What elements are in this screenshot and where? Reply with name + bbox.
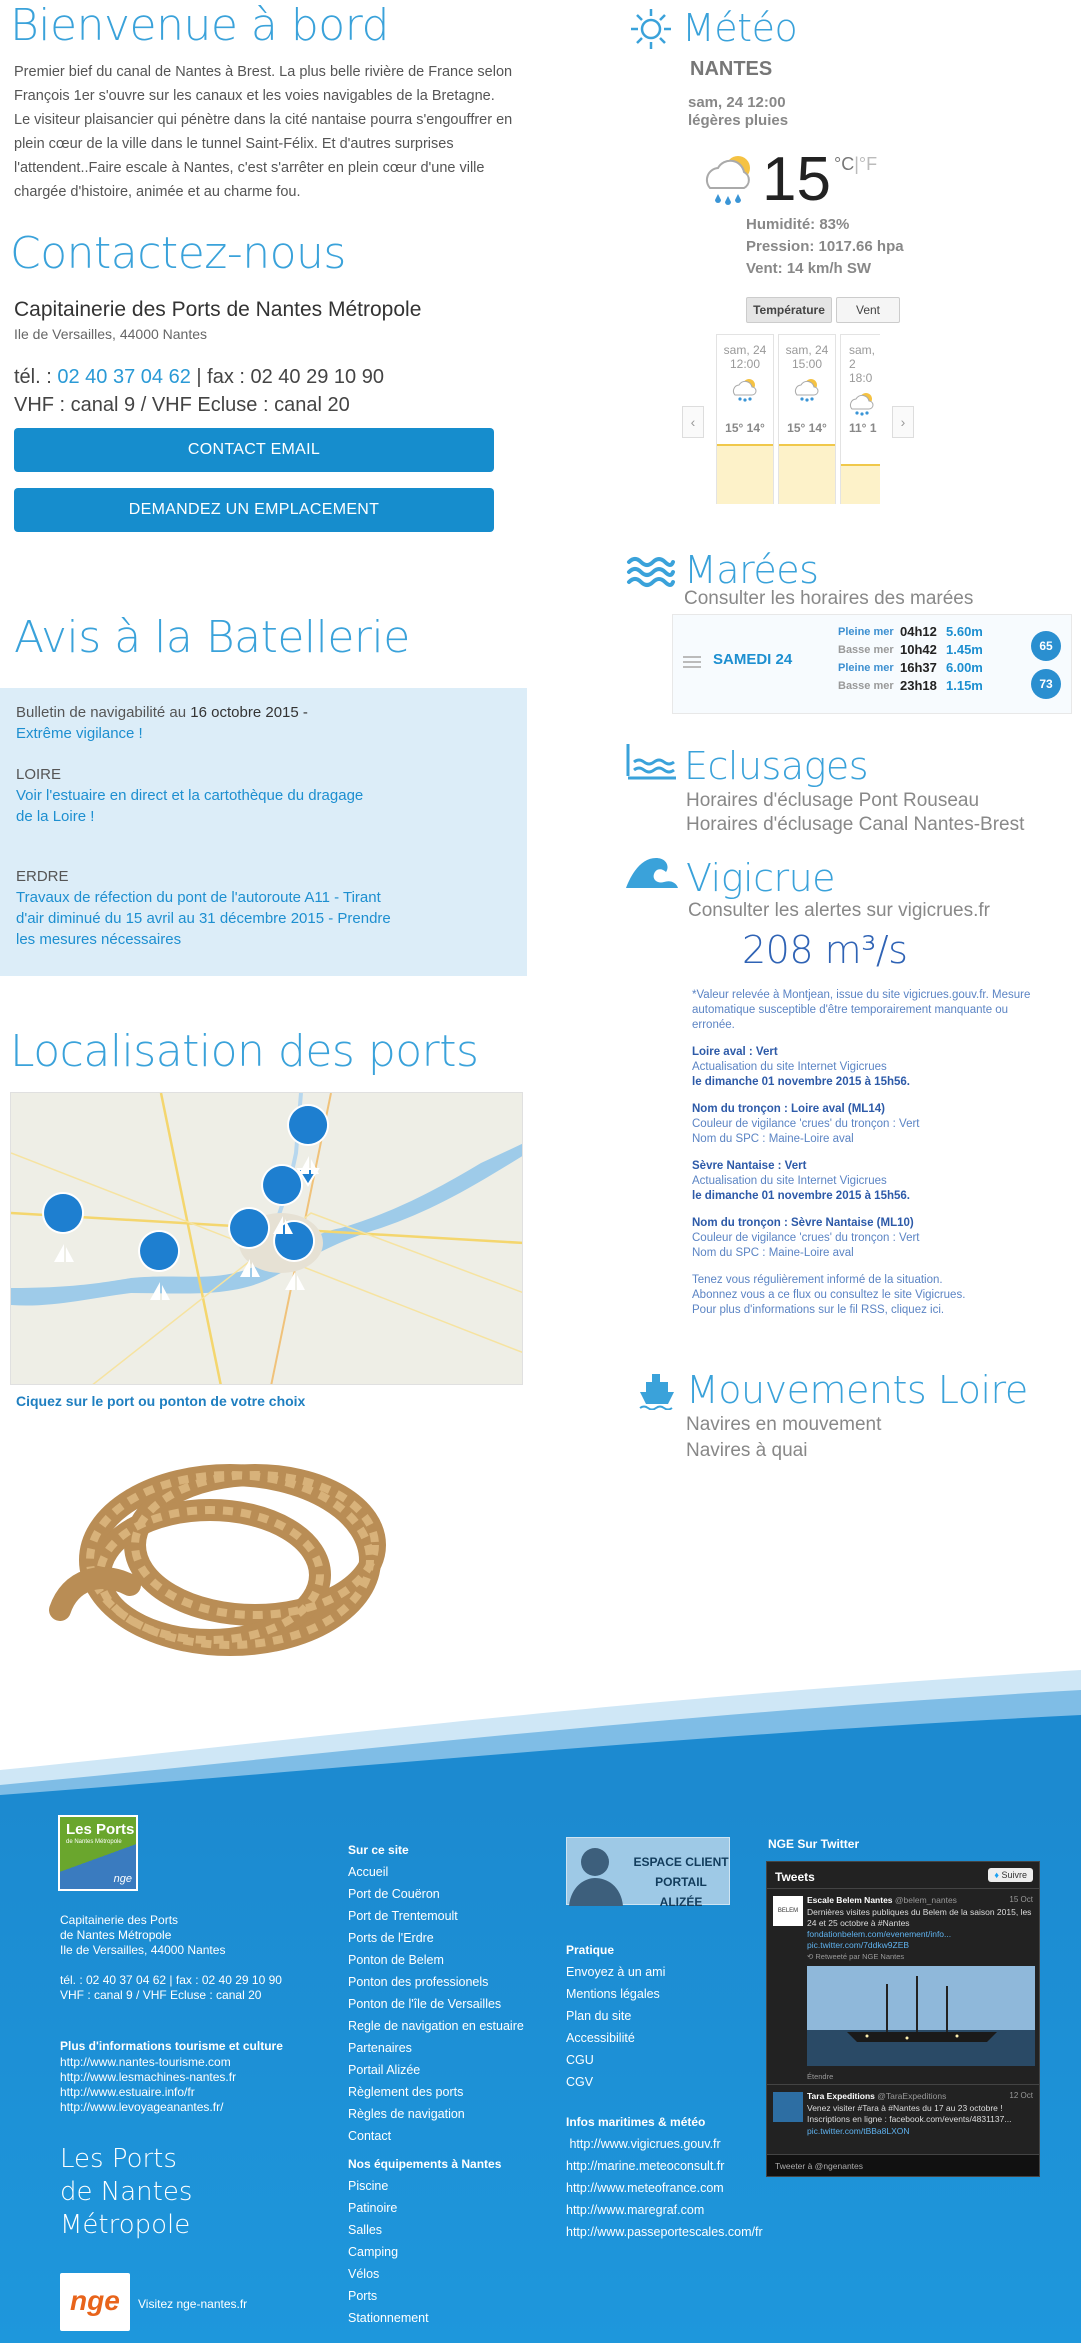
ports-wordmark (60, 2143, 192, 2242)
pratique-link[interactable]: Plan du site (566, 2009, 632, 2023)
footer-address-line: Ile de Versailles, 44000 Nantes (60, 1943, 226, 1957)
request-berth-button[interactable]: DEMANDEZ UN EMPLACEMENT (14, 488, 494, 532)
tourism-link[interactable]: http://www.lesmachines-nantes.fr (60, 2070, 237, 2084)
forecast-time: 15:00 (791, 357, 823, 371)
retweet-label: Retweeté par NGE Nantes (815, 1952, 905, 1961)
erdre-link[interactable]: Travaux de réfection du pont de l'autoroute A11 - Tirant d'air diminué du 15 avril au 31 décembre 2015 - Prendre les mesures nécessaires (16, 889, 391, 948)
equipment-link[interactable]: Stationnement (348, 2311, 429, 2325)
meteo-wind: Vent: 14 km/h SW (746, 260, 872, 277)
localisation-title: Localisation des ports (10, 1026, 479, 1077)
tide-height: 1.15m (946, 678, 983, 693)
user-silhouette-icon (567, 1838, 627, 1906)
waves-icon (626, 554, 676, 593)
infos-heading: Infos maritimes & météo (566, 2115, 706, 2129)
tide-time: 10h42 (900, 642, 937, 657)
footer-address-line: de Nantes Métropole (60, 1928, 172, 1942)
twitter-follow-label: Suivre (1001, 1870, 1027, 1880)
meteo-humidity: Humidité: 83% (746, 216, 850, 233)
vigicrue-section-head: Nom du tronçon : Sèvre Nantaise (ML10) (692, 1217, 914, 1229)
vigicrue-line: Abonnez vous a ce flux ou consultez le site Vigicrues. (692, 1289, 966, 1301)
forecast-next-button[interactable] (892, 406, 914, 438)
infos-link[interactable]: http://www.meteofrance.com (566, 2181, 724, 2195)
twitter-follow-button[interactable] (988, 1868, 1033, 1882)
tide-coefficient: 65 (1031, 631, 1061, 661)
footer (0, 1795, 1081, 2343)
footer-phone: tél. : 02 40 37 04 62 | fax : 02 40 29 10 90 (60, 1973, 282, 1987)
marees-title: Marées (684, 548, 819, 592)
vigicrue-line: Tenez vous régulièrement informé de la situation. (692, 1274, 943, 1286)
tourism-link[interactable]: http://www.nantes-tourisme.com (60, 2055, 231, 2069)
forecast-time: 18:0 (849, 371, 873, 385)
tide-widget (672, 614, 1072, 714)
footer-site-link[interactable]: Accueil (348, 1865, 389, 1879)
wordmark-line: Métropole (60, 2210, 191, 2240)
tweet-avatar[interactable]: BELEM (773, 1896, 803, 1926)
pratique-link[interactable]: Envoyez à un ami (566, 1965, 666, 1979)
tide-label: Basse mer (838, 644, 894, 656)
tweet-expand[interactable]: Étendre (807, 2072, 834, 2081)
contact-phone (14, 366, 384, 389)
footer-address-line: Capitainerie des Ports (60, 1913, 179, 1927)
vigicrue-line: Nom du SPC : Maine-Loire aval (692, 1247, 854, 1259)
tide-time: 16h37 (900, 660, 937, 675)
vigicrue-line: Couleur de vigilance 'crues' du tronçon : Vert (692, 1232, 920, 1244)
erdre-heading: ERDRE (16, 868, 69, 885)
navires-quai-link[interactable]: Navires à quai (686, 1440, 808, 1461)
welcome-text: Premier bief du canal de Nantes à Brest. La plus belle rivière de France selon François 1er s'ouvre sur les canaux et les voies navigables de la Bretagne. Le visiteur plaisancier qui pénètre dans la cité nantaise pourra s'engouffrer en plein cœur de la ville dans le tunnel Saint-Félix. Et d'autres surprises l'attendent..Faire escale à Nantes, c'est s'arrêter en plein cœur d'une ville chargée d'histoire, animée et au charme fou. (14, 64, 513, 200)
vigicrue-section-head: Sèvre Nantaise : Vert (692, 1160, 807, 1172)
vigicrue-section-head: Loire aval : Vert (692, 1046, 778, 1058)
tweet-handle: @TaraExpeditions (877, 2091, 947, 2101)
tweet-date: 12 Oct (1009, 2091, 1033, 2100)
nge-logo-text: nge (70, 2285, 120, 2316)
contact-title: Contactez-nous (10, 228, 346, 279)
tab-temperature[interactable]: Température (746, 297, 832, 323)
twitter-bird-icon: ♦ (994, 1870, 1002, 1880)
vigicrue-link[interactable]: Consulter les alertes sur vigicrues.fr (688, 900, 990, 921)
bulletin-link[interactable]: Extrême vigilance ! (16, 725, 143, 742)
rss-link[interactable]: Pour plus d'informations sur le fil RSS, cliquez ici. (692, 1304, 945, 1316)
tide-height: 1.45m (946, 642, 983, 657)
meteo-title: Météo (682, 6, 798, 50)
vigicrue-line: Actualisation du site Internet Vigicrues (692, 1061, 887, 1073)
footer-wave (0, 1660, 1081, 1800)
footer-site-link[interactable]: Règles de navigation (348, 2107, 465, 2121)
rain-cloud-icon (700, 150, 762, 213)
tide-row (838, 623, 983, 641)
avis-title: Avis à la Batellerie (14, 612, 410, 663)
bulletin-date: 16 octobre 2015 - (190, 704, 308, 721)
forecast-temps: 11° 1 (849, 421, 877, 435)
tab-wind[interactable]: Vent (836, 297, 900, 323)
ports-map[interactable] (10, 1092, 523, 1385)
tweet-author[interactable] (807, 1895, 957, 1905)
infos-list (566, 2133, 763, 2243)
infos-link[interactable]: http://www.maregraf.com (566, 2203, 705, 2217)
footer-site-link[interactable]: Ponton des professionels (348, 1975, 489, 1989)
rope-image (40, 1410, 460, 1690)
equipment-link[interactable]: Camping (348, 2245, 399, 2259)
vigicrue-note: *Valeur relevée à Montjean, issue du site vigicrues.gouv.fr. Mesure automatique susceptible d'être temporairement manquante ou erronée. (692, 989, 1031, 1031)
vigicrue-line: Nom du SPC : Maine-Loire aval (692, 1133, 854, 1145)
pratique-link[interactable]: Accessibilité (566, 2031, 635, 2045)
welcome-title: Bienvenue à bord (10, 0, 389, 51)
contact-name: Capitainerie des Ports de Nantes Métropole (14, 298, 422, 321)
equipment-link[interactable]: Salles (348, 2223, 383, 2237)
tel-link[interactable]: 02 40 37 04 62 (57, 366, 191, 388)
pratique-list (566, 1961, 665, 2093)
equipment-link[interactable]: Patinoire (348, 2201, 398, 2215)
nge-logo[interactable] (60, 2273, 130, 2331)
retweet-line (807, 1952, 904, 1961)
tweet-compose-input[interactable]: Tweeter à @ngenantes (775, 2161, 864, 2171)
footer-site-link[interactable]: Ports de l'Erdre (348, 1931, 434, 1945)
vigicrue-line: Actualisation du site Internet Vigicrues (692, 1175, 887, 1187)
menu-icon (683, 653, 701, 671)
tel-prefix: tél. : (14, 366, 58, 388)
tweet-text: Dernières visites publiques du Belem de la saison 2015, les 24 et 25 octobre à #Nantes (807, 1907, 1032, 1928)
footer-vhf: VHF : canal 9 / VHF Ecluse : canal 20 (60, 1988, 262, 2002)
retweet-icon: ⟲ (807, 1952, 816, 1961)
eclusage-canal-link[interactable]: Horaires d'éclusage Canal Nantes-Brest (686, 814, 1025, 835)
infos-link[interactable]: http://marine.meteoconsult.fr (566, 2159, 725, 2173)
tide-time: 23h18 (900, 678, 937, 693)
eclusages-title: Eclusages (684, 744, 869, 788)
tweet-avatar[interactable] (773, 2092, 803, 2122)
rain-cloud-icon (841, 391, 880, 420)
pratique-link[interactable]: CGU (566, 2053, 594, 2067)
tweet-photo[interactable] (807, 1966, 1035, 2066)
forecast-prev-button[interactable] (682, 406, 704, 438)
tweet-pic-link[interactable]: pic.twitter.com/tBBa8LXON (807, 2126, 910, 2136)
contact-vhf: VHF : canal 9 / VHF Ecluse : canal 20 (14, 394, 350, 416)
footer-site-link[interactable]: Port de Couëron (348, 1887, 440, 1901)
espace-client-label: ESPACE CLIENT PORTAIL ALIZÉE (633, 1855, 729, 1909)
vigicrue-flow-value: 208 m³/s (742, 928, 908, 972)
forecast-time: 12:00 (729, 357, 761, 371)
equipment-link[interactable]: Piscine (348, 2179, 389, 2193)
pratique-link[interactable]: Mentions légales (566, 1987, 660, 2001)
tide-row (838, 677, 983, 695)
tweet-author-name: Escale Belem Nantes (807, 1895, 893, 1905)
logo-nge: nge (113, 1873, 132, 1885)
logo-text: Les Ports (66, 1821, 135, 1838)
forecast-day: sam, 24 (723, 343, 767, 357)
nge-site-link[interactable]: Visitez nge-nantes.fr (138, 2297, 248, 2311)
tide-row (838, 641, 983, 659)
footer-site-link[interactable]: Port de Trentemoult (348, 1909, 458, 1923)
marees-link[interactable]: Consulter les horaires des marées (684, 588, 974, 609)
tide-label: Basse mer (838, 680, 894, 692)
rain-cloud-icon (717, 377, 773, 406)
sun-icon (628, 6, 674, 57)
unit-c[interactable]: °C (834, 154, 855, 174)
bulletin-line (16, 702, 308, 723)
tourism-heading: Plus d'informations tourisme et culture (60, 2039, 283, 2053)
map-caption: Ciquez sur le port ou ponton de votre choix (16, 1393, 306, 1409)
wordmark-line: Les Ports (60, 2144, 177, 2174)
tourism-link[interactable]: http://www.levoyageanantes.fr/ (60, 2100, 224, 2114)
site-links-heading: Sur ce site (348, 1843, 409, 1857)
tweet-date: 15 Oct (1009, 1895, 1033, 1904)
fotolia-watermark: fotolia (190, 1524, 271, 1557)
footer-site-link[interactable]: Partenaires (348, 2041, 412, 2055)
footer-site-link[interactable]: Ponton de Belem (348, 1953, 444, 1967)
ports-logo[interactable] (58, 1815, 138, 1891)
forecast-day: sam, 2 (849, 343, 876, 371)
vigicrue-section-head: Nom du tronçon : Loire aval (ML14) (692, 1103, 885, 1115)
vigicrue-line: Couleur de vigilance 'crues' du tronçon : Vert (692, 1118, 920, 1130)
chevron-left-icon: ‹ (690, 414, 696, 430)
mouvements-title: Mouvements Loire (686, 1368, 1028, 1412)
equipment-link[interactable]: Ports (348, 2289, 378, 2303)
tide-time: 04h12 (900, 624, 937, 639)
ship-icon (638, 1370, 676, 1415)
footer-site-link[interactable]: Règlement des ports (348, 2085, 464, 2099)
tweet-author-name: Tara Expeditions (807, 2091, 875, 2101)
tide-day: SAMEDI 24 (713, 651, 793, 668)
tourism-link[interactable]: http://www.estuaire.info/fr (60, 2085, 195, 2099)
footer-site-link[interactable]: Ponton de l'île de Versailles (348, 1997, 502, 2011)
tide-coefficient: 73 (1031, 669, 1061, 699)
tide-label: Pleine mer (838, 626, 894, 638)
avis-box (0, 688, 527, 976)
forecast-day: sam, 24 (785, 343, 829, 357)
contact-address: Ile de Versailles, 44000 Nantes (14, 326, 208, 342)
eclusage-pont-rouseau-link[interactable]: Horaires d'éclusage Pont Rouseau (686, 790, 980, 811)
meteo-condition: légères pluies (688, 112, 789, 129)
tweet-text: Venez visiter #Tara à #Nantes du 17 au 23 octobre ! Inscriptions en ligne : facebook.com/events/4831137... (807, 2103, 1012, 2124)
rain-cloud-icon (779, 377, 835, 406)
vigicrue-line: le dimanche 01 novembre 2015 à 15h56. (692, 1190, 910, 1202)
footer-site-link[interactable]: Portail Alizée (348, 2063, 421, 2077)
twitter-widget (766, 1861, 1040, 2177)
unit-f[interactable]: °F (858, 154, 878, 174)
tide-height: 5.60m (946, 624, 983, 639)
loire-heading: LOIRE (16, 766, 62, 783)
wordmark-line: de Nantes (60, 2177, 193, 2207)
chevron-right-icon: › (900, 414, 906, 430)
footer-site-link[interactable]: Contact (348, 2129, 392, 2143)
meteo-date: sam, 24 12:00 (688, 94, 786, 111)
tide-height: 6.00m (946, 660, 983, 675)
meteo-temperature: 15 (762, 145, 831, 214)
pratique-link[interactable]: CGV (566, 2075, 594, 2089)
infos-link[interactable]: http://www.passeportescales.com/fr (566, 2225, 763, 2239)
twitter-heading: NGE Sur Twitter (768, 1837, 860, 1851)
equipment-heading: Nos équipements à Nantes (348, 2157, 502, 2171)
contact-email-button[interactable]: CONTACT EMAIL (14, 428, 494, 472)
forecast-card (778, 334, 836, 504)
espace-client-button[interactable] (566, 1837, 730, 1909)
tweet-author[interactable] (807, 2091, 946, 2101)
equipment-list (348, 2175, 429, 2329)
vigicrue-line: le dimanche 01 novembre 2015 à 15h56. (692, 1076, 910, 1088)
meteo-pressure: Pression: 1017.66 hpa (746, 238, 904, 255)
forecast-temps: 15° 14° (787, 421, 827, 435)
tweet-handle: @belem_nantes (894, 1895, 957, 1905)
meteo-unit-toggle[interactable]: °C|°F (834, 154, 878, 174)
pratique-heading: Pratique (566, 1943, 615, 1957)
forecast-temps: 15° 14° (725, 421, 765, 435)
tide-row (838, 659, 983, 677)
tweet-link[interactable]: fondationbelem.com/evenement/info... (807, 1929, 952, 1939)
forecast-card (716, 334, 774, 504)
navires-mouvement-link[interactable]: Navires en mouvement (686, 1414, 882, 1435)
loire-link[interactable]: Voir l'estuaire en direct et la cartothèque du dragage de la Loire ! (16, 787, 364, 825)
footer-site-link[interactable]: Regle de navigation en estuaire (348, 2019, 524, 2033)
equipment-link[interactable]: Vélos (348, 2267, 380, 2281)
vigicrue-details (692, 988, 1052, 1330)
tweet-pic-link[interactable]: pic.twitter.com/7ddkw9ZEB (807, 1940, 910, 1950)
wave-icon (624, 852, 680, 897)
vigicrue-title: Vigicrue (686, 856, 836, 900)
site-links-list (348, 1861, 524, 2147)
forecast-card (840, 334, 880, 504)
tide-label: Pleine mer (838, 662, 894, 674)
logo-subtext: de Nantes Métropole (66, 1839, 122, 1845)
meteo-city: NANTES (690, 58, 773, 80)
infos-link[interactable]: http://www.vigicrues.gouv.fr (566, 2137, 721, 2151)
fax-text: | fax : 02 40 29 10 90 (190, 366, 384, 388)
twitter-widget-title: Tweets (775, 1870, 815, 1884)
bulletin-prefix: Bulletin de navigabilité au (16, 704, 191, 721)
lock-gate-icon (624, 742, 678, 787)
